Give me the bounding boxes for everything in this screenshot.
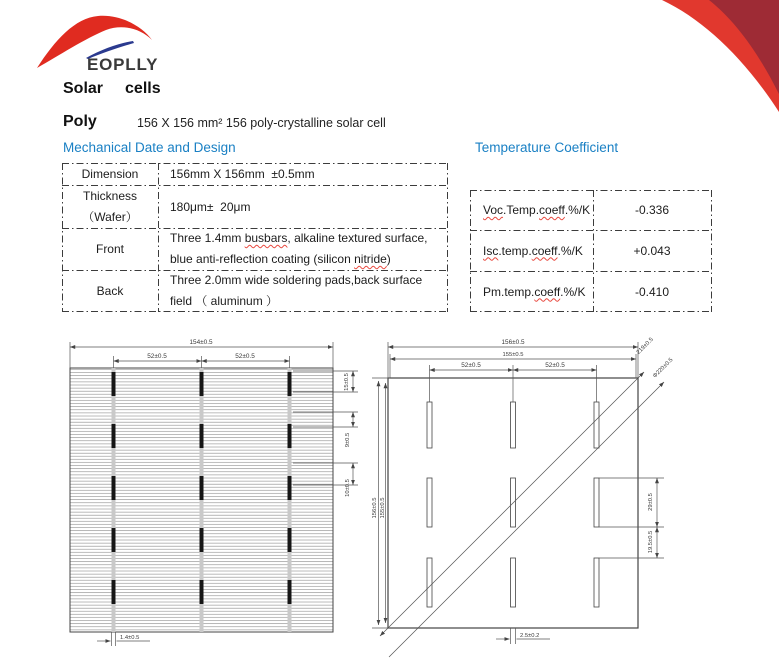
temperature-heading: Temperature Coefficient xyxy=(475,140,619,155)
product-description: 156 X 156 mm² 156 poly-crystalline solar cell xyxy=(137,116,386,130)
mech-row-value xyxy=(170,185,446,228)
dimension-label: 155±0.5 xyxy=(502,352,524,358)
dimension-label: 9±0.5 xyxy=(345,432,351,448)
mechanical-table xyxy=(62,163,448,312)
front-view-drawing xyxy=(70,339,358,646)
value-isc-coeff: +0.043 xyxy=(633,243,671,258)
eoplly-logo xyxy=(30,8,180,78)
dimension-label: 154±0.5 xyxy=(189,339,213,346)
label-dimension: Dimension xyxy=(81,167,139,181)
temp-row-value xyxy=(593,230,711,271)
mech-row-label xyxy=(62,185,158,228)
label-front: Front xyxy=(95,242,124,256)
temp-row-value xyxy=(593,190,711,230)
dimension-label: 19.5±0.5 xyxy=(648,530,654,554)
dimension-label: 29±0.5 xyxy=(648,493,654,511)
temp-row-label xyxy=(483,271,593,312)
dimension-label: 52±0.5 xyxy=(461,362,481,369)
dimension-label: 219±0.5 xyxy=(635,336,655,356)
title-word-solar: Solar xyxy=(63,80,104,97)
mechanical-heading: Mechanical Date and Design xyxy=(63,140,236,155)
mech-row-value xyxy=(170,270,446,311)
back-view-drawing xyxy=(372,337,674,657)
temp-row-label xyxy=(483,190,593,230)
mech-row-label xyxy=(62,270,158,311)
dimension-label: 156±0.5 xyxy=(372,497,378,519)
mech-row-value xyxy=(170,163,446,185)
dimension-label: 155±0.5 xyxy=(380,497,386,519)
corner-decoration xyxy=(649,0,779,125)
label-voc-coeff: Voc.Temp.coeff.%/K xyxy=(483,203,591,217)
title-word-cells: cells xyxy=(125,80,161,97)
value-back-line2: field （ aluminum ） xyxy=(170,294,279,308)
dimension-label: Φ220±0.5 xyxy=(652,357,675,380)
mech-row-label xyxy=(62,228,158,270)
mech-row-value xyxy=(170,228,446,270)
value-pm-coeff: -0.410 xyxy=(634,284,670,299)
label-thickness-wafer: （Wafer） xyxy=(82,209,138,224)
product-line xyxy=(63,113,386,131)
value-back-line1: Three 2.0mm wide soldering pads,back surface xyxy=(170,273,423,287)
page-title xyxy=(63,80,161,98)
dimension-label: 52±0.5 xyxy=(147,353,167,360)
dimension-label: 52±0.5 xyxy=(545,362,565,369)
label-pm-coeff: Pm.temp.coeff.%/K xyxy=(483,284,586,299)
dimension-label: 15±0.5 xyxy=(344,373,350,391)
label-thickness: Thickness xyxy=(82,188,138,203)
dimension-label: 1.4±0.5 xyxy=(120,635,140,641)
label-isc-coeff: Isc.temp.coeff.%/K xyxy=(483,243,583,258)
value-voc-coeff: -0.336 xyxy=(634,203,670,217)
mech-row-label xyxy=(62,163,158,185)
dimension-label: 52±0.5 xyxy=(235,353,255,360)
temperature-table xyxy=(470,190,712,312)
value-front-line2: blue anti-reflection coating (silicon nitride) xyxy=(170,252,391,266)
value-thickness: 180μm± 20μm xyxy=(170,199,251,214)
logo-text: EOPLLY xyxy=(87,55,159,74)
temp-row-value xyxy=(593,271,711,312)
value-dimension: 156mm X 156mm ±0.5mm xyxy=(170,167,315,181)
label-back: Back xyxy=(96,283,124,298)
dimension-label: 156±0.5 xyxy=(501,339,525,346)
dimension-label: 10±0.5 xyxy=(345,479,351,497)
value-front-line1: Three 1.4mm busbars, alkaline textured surface, xyxy=(170,231,428,245)
product-type: Poly xyxy=(63,113,97,130)
dimension-label: 2.5±0.2 xyxy=(520,633,540,639)
temp-row-label xyxy=(483,230,593,271)
technical-drawings xyxy=(0,330,779,665)
